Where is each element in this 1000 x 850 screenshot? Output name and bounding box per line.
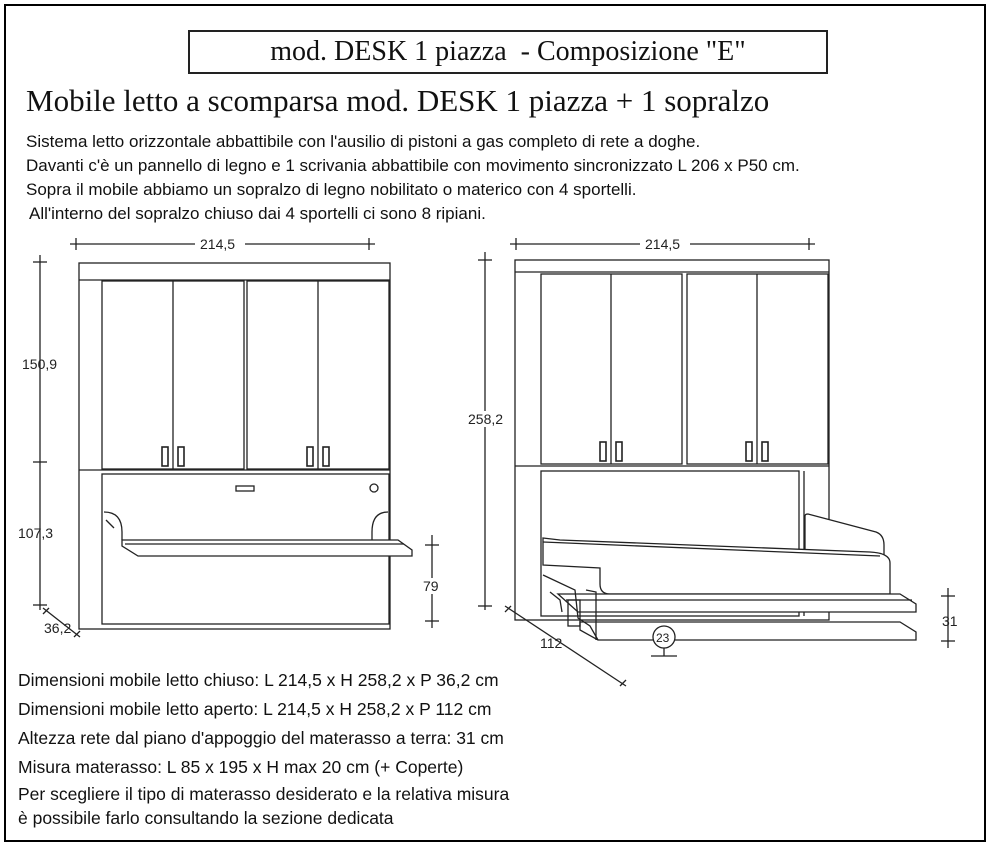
closed-lower-height-label: 107,3 <box>18 525 54 541</box>
closed-width-label: 214,5 <box>200 236 236 252</box>
closed-upper-height-label: 150,9 <box>22 356 58 372</box>
closed-furniture-drawing <box>33 238 439 637</box>
net-height-label: 31 <box>942 613 958 629</box>
spec-line: Altezza rete dal piano d'appoggio del materasso a terra: 31 cm <box>18 728 504 748</box>
note-line: è possibile farlo consultando la sezione dedicata <box>18 808 394 828</box>
note-line: Per scegliere il tipo di materasso desiderato e la relativa misura <box>18 784 510 804</box>
specifications <box>18 666 509 830</box>
open-width-label: 214,5 <box>645 236 681 252</box>
description-line: All'interno del sopralzo chiuso dai 4 sportelli ci sono 8 ripiani. <box>29 204 486 223</box>
description-line: Sopra il mobile abbiamo un sopralzo di legno nobilitato o materico con 4 sportelli. <box>26 180 637 199</box>
open-depth-label: 112 <box>540 635 563 651</box>
title-model: mod. DESK 1 piazza <box>270 36 507 67</box>
desk-height-label: 79 <box>423 578 439 594</box>
open-height-label: 258,2 <box>468 411 504 427</box>
closed-depth-label: 36,2 <box>44 620 72 636</box>
title-composition: - Composizione "E" <box>520 36 746 67</box>
mattress-thickness-label: 23 <box>656 631 670 645</box>
open-furniture-drawing <box>478 238 955 686</box>
description-line: Davanti c'è un pannello di legno e 1 scrivania abbattibile con movimento sincronizzato L 206 x P50 cm. <box>26 156 800 175</box>
spec-line: Misura materasso: L 85 x 195 x H max 20 cm (+ Coperte) <box>18 757 464 777</box>
spec-line: Dimensioni mobile letto chiuso: L 214,5 x H 258,2 x P 36,2 cm <box>18 670 499 690</box>
page-subtitle: Mobile letto a scomparsa mod. DESK 1 piazza + 1 sopralzo <box>26 83 770 118</box>
description-line: Sistema letto orizzontale abbattibile con l'ausilio di pistoni a gas completo di rete a doghe. <box>26 132 701 151</box>
spec-line: Dimensioni mobile letto aperto: L 214,5 x H 258,2 x P 112 cm <box>18 699 492 719</box>
